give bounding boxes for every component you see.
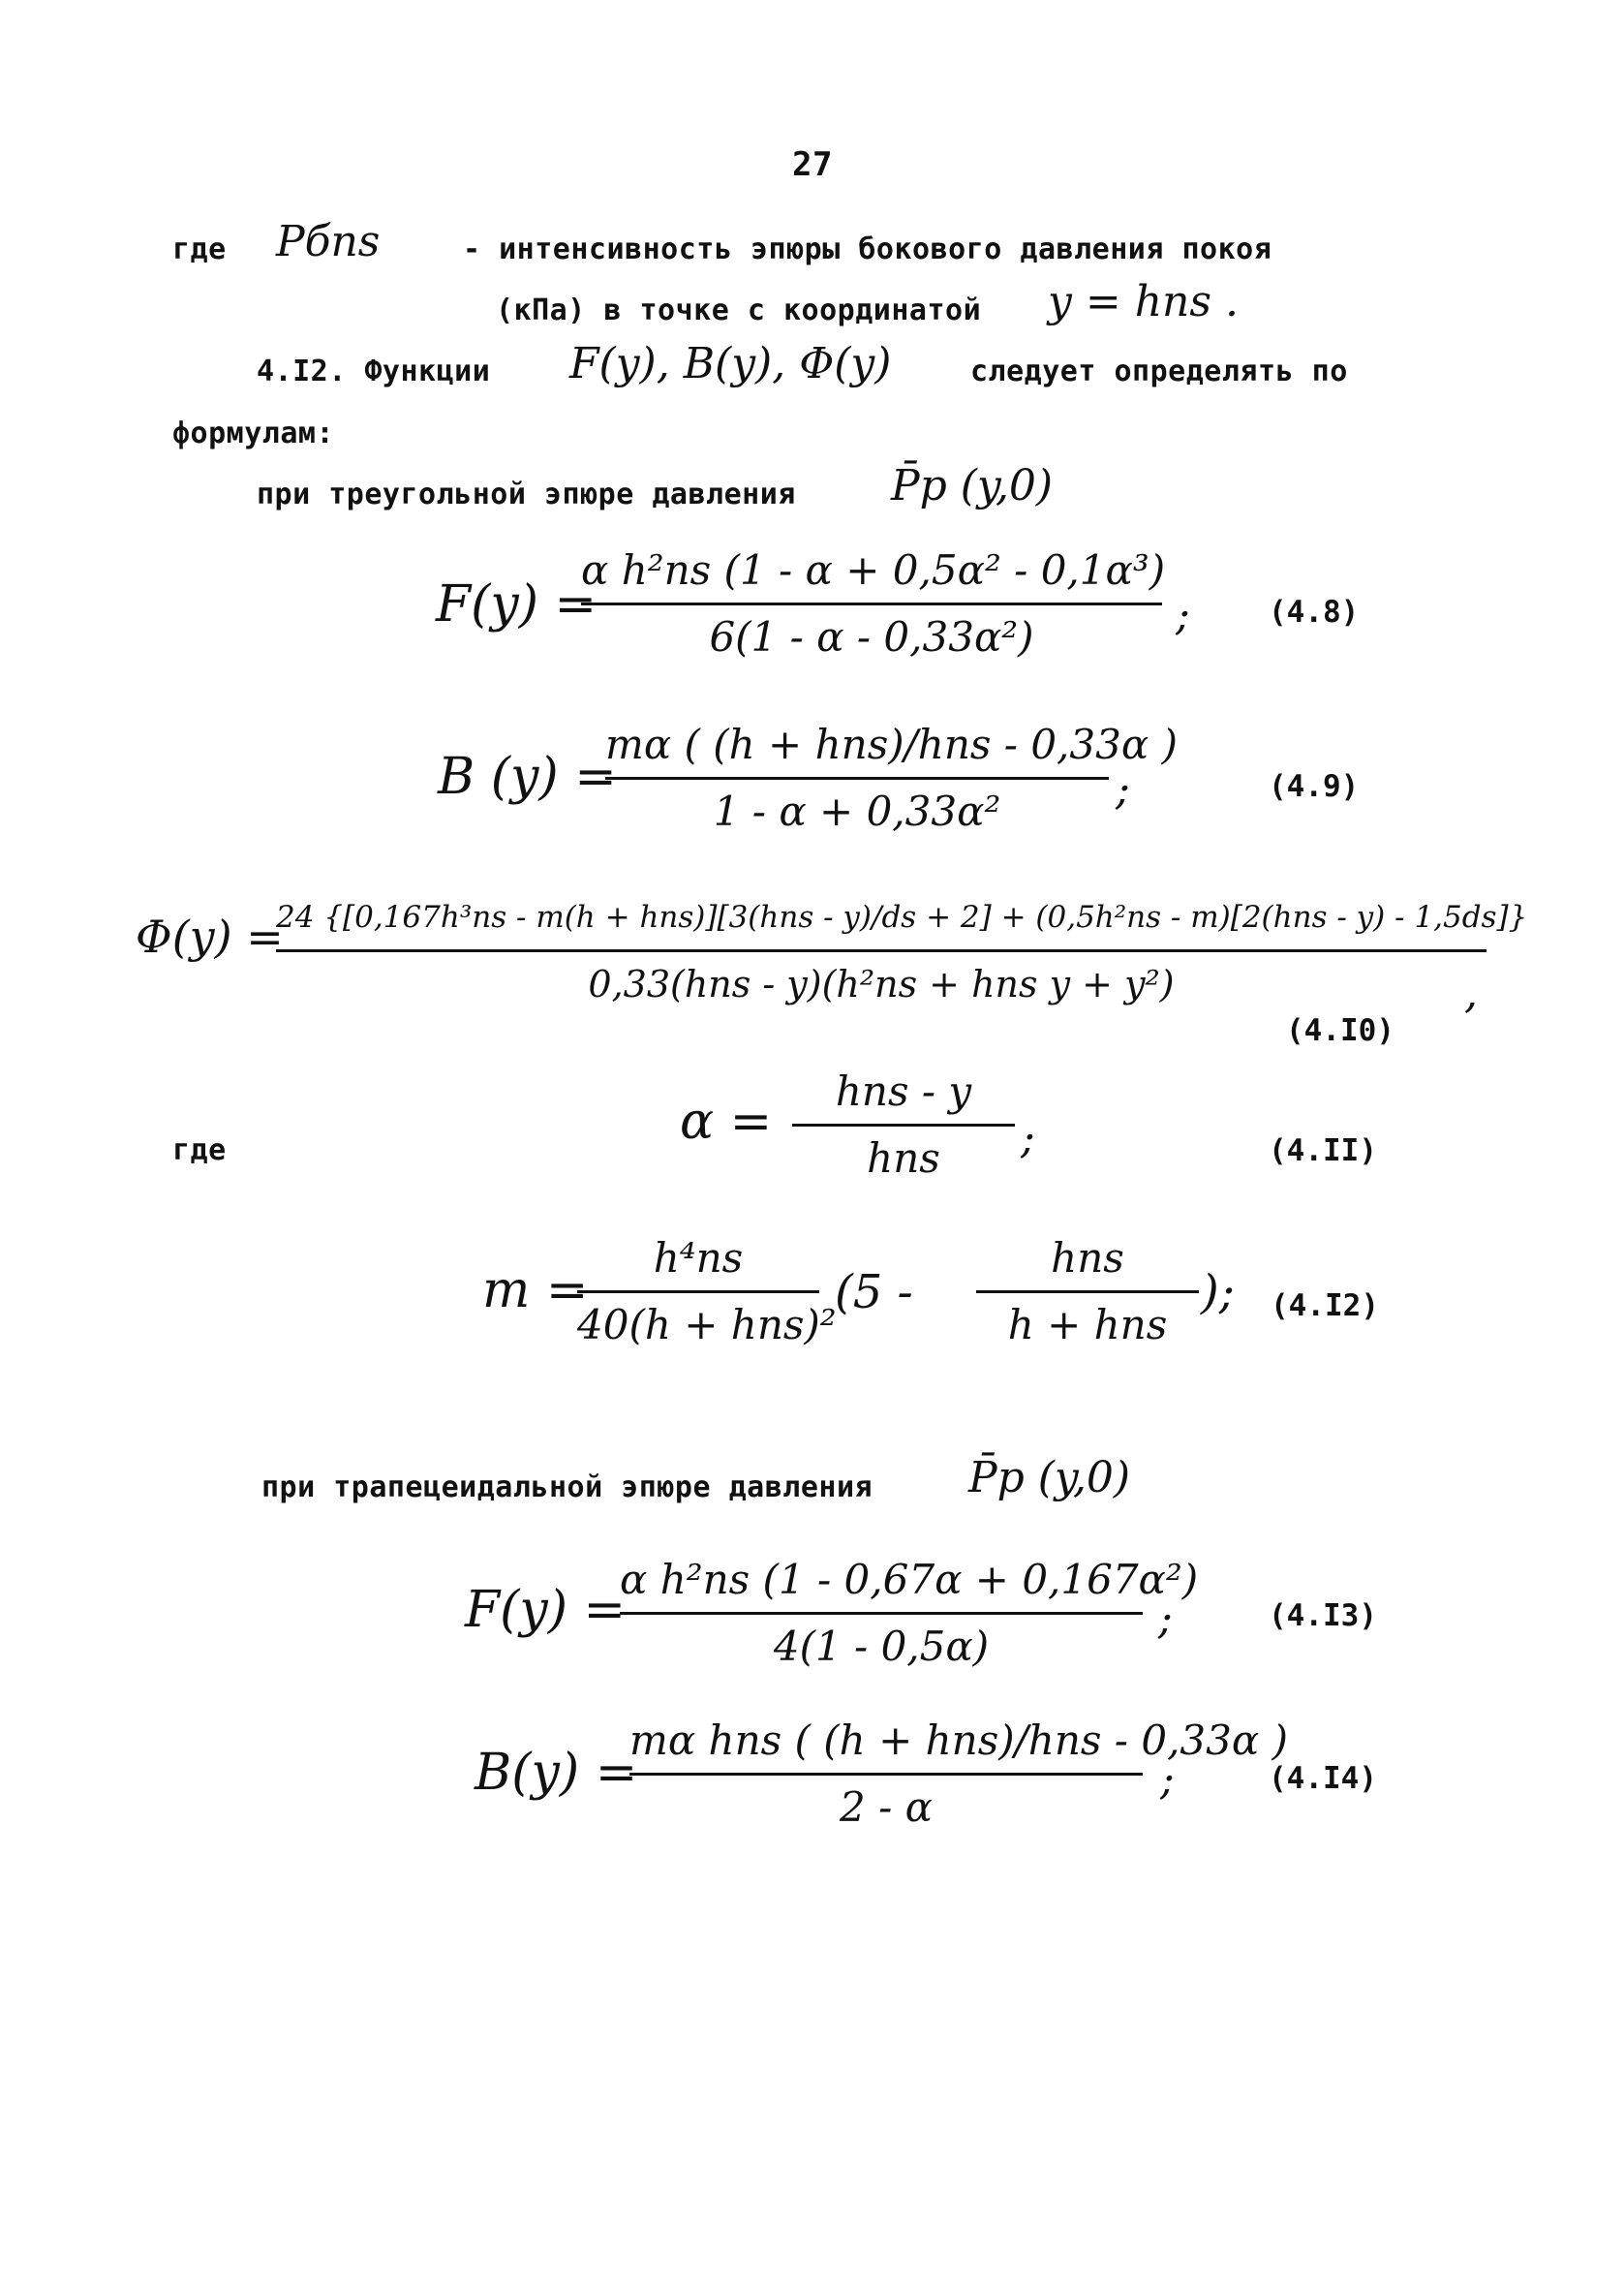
- eq-4-12-numerator-2: hns: [1051, 1234, 1124, 1282]
- eq-4-11-number: (4.II): [1269, 1133, 1377, 1168]
- trapezoidal-formula: P̄p (y,0): [968, 1453, 1131, 1502]
- eq-4-14-numerator: mα hns ( (h + hns)/hns - 0,33α ): [629, 1717, 1288, 1764]
- fraction-bar: [629, 1773, 1143, 1776]
- eq-4-13-denominator: 4(1 - 0,5α): [773, 1623, 990, 1670]
- eq-4-10-fraction: [276, 889, 1528, 1012]
- pressure-symbol: Pбns: [276, 217, 381, 266]
- eq-4-12-lhs: m =: [482, 1261, 589, 1319]
- para-4-12-line-2: формулам:: [172, 417, 335, 450]
- eq-4-11-punct: ;: [1021, 1114, 1035, 1163]
- eq-4-12-number: (4.I2): [1271, 1288, 1379, 1323]
- eq-4-8-denominator: 6(1 - α - 0,33α²): [709, 613, 1034, 661]
- eq-4-11-numerator: hns - y: [835, 1067, 972, 1115]
- fraction-bar: [792, 1124, 1015, 1127]
- fraction-bar: [581, 603, 1162, 605]
- eq-4-9-denominator: 1 - α + 0,33α²: [713, 788, 1001, 835]
- eq-4-9-punct: ;: [1116, 765, 1130, 815]
- eq-4-13-lhs: F(y) =: [465, 1581, 627, 1639]
- eq-4-8-numerator: α h²ns (1 - α + 0,5α² - 0,1α³): [581, 546, 1166, 594]
- eq-4-11-fraction: [792, 1064, 1015, 1187]
- eq-4-13-numerator: α h²ns (1 - 0,67α + 0,167α²): [620, 1556, 1199, 1603]
- eq-4-9-numerator: mα ( (h + hns)/hns - 0,33α ): [605, 721, 1178, 768]
- eq-4-13-number: (4.I3): [1269, 1598, 1377, 1633]
- fraction-bar: [577, 1290, 819, 1293]
- eq-4-12-numerator: h⁴ns: [653, 1234, 744, 1282]
- fraction-bar: [605, 777, 1109, 780]
- where-label: где: [172, 232, 227, 266]
- intro-line-1: - интенсивность эпюры бокового давления покоя: [463, 232, 1272, 266]
- eq-4-14-fraction: [629, 1713, 1288, 1836]
- eq-4-10-lhs: Φ(y) =: [136, 911, 284, 963]
- eq-4-12-middle: (5 -: [835, 1265, 913, 1319]
- eq-4-9-fraction: [605, 717, 1178, 840]
- eq-4-12-tail: );: [1201, 1265, 1235, 1319]
- intro-line-2-formula: y = hns .: [1048, 277, 1239, 326]
- eq-4-12-denominator-2: h + hns: [1007, 1301, 1168, 1348]
- eq-4-8-fraction: [581, 542, 1166, 665]
- eq-4-13-fraction: [620, 1552, 1199, 1675]
- para-4-12-functions: F(y), B(y), Φ(y): [569, 339, 892, 388]
- triangular-text: при треугольной эпюре давления: [257, 478, 796, 511]
- eq-4-9-number: (4.9): [1269, 769, 1360, 804]
- eq-4-8-number: (4.8): [1269, 595, 1360, 630]
- fraction-bar: [976, 1290, 1199, 1293]
- eq-4-14-number: (4.I4): [1269, 1761, 1377, 1796]
- eq-4-12-denominator: 40(h + hns)²: [577, 1301, 837, 1348]
- eq-4-10-denominator: 0,33(hns - y)(h²ns + hns y + y²): [588, 963, 1175, 1005]
- eq-4-14-denominator: 2 - α: [840, 1783, 933, 1831]
- eq-4-8-lhs: F(y) =: [436, 575, 598, 634]
- eq-4-10-number: (4.I0): [1286, 1013, 1394, 1048]
- eq-4-11-denominator: hns: [867, 1134, 940, 1182]
- eq-4-14-punct: ;: [1160, 1755, 1175, 1805]
- triangular-formula: P̄p (y,0): [891, 461, 1054, 510]
- fraction-bar: [276, 949, 1486, 952]
- fraction-bar: [620, 1612, 1143, 1615]
- intro-line-2: (кПа) в точке с координатой: [496, 294, 982, 327]
- trapezoidal-text: при трапецеидальной эпюре давления: [261, 1470, 873, 1504]
- eq-4-11-lhs: α =: [680, 1093, 773, 1151]
- eq-4-10-punct: ,: [1464, 969, 1478, 1018]
- eq-4-12-fraction-1: [577, 1230, 837, 1353]
- eq-4-9-lhs: B (y) =: [438, 748, 617, 806]
- eq-4-8-punct: ;: [1176, 591, 1190, 640]
- page-number: 27: [792, 145, 833, 184]
- eq-4-14-lhs: B(y) =: [475, 1744, 638, 1802]
- para-4-12-label: 4.I2. Функции: [257, 355, 491, 388]
- para-4-12-rest: следует определять по: [970, 355, 1348, 388]
- where-label-2: где: [172, 1133, 227, 1167]
- eq-4-10-numerator: 24 {[0,167h³ns - m(h + hns)][3(hns - y)/ds + 2] + (0,5h²ns - m)[2(hns - y) - 1,5ds]}: [276, 900, 1528, 935]
- eq-4-13-punct: ;: [1158, 1594, 1173, 1644]
- eq-4-12-fraction-2: [976, 1230, 1199, 1353]
